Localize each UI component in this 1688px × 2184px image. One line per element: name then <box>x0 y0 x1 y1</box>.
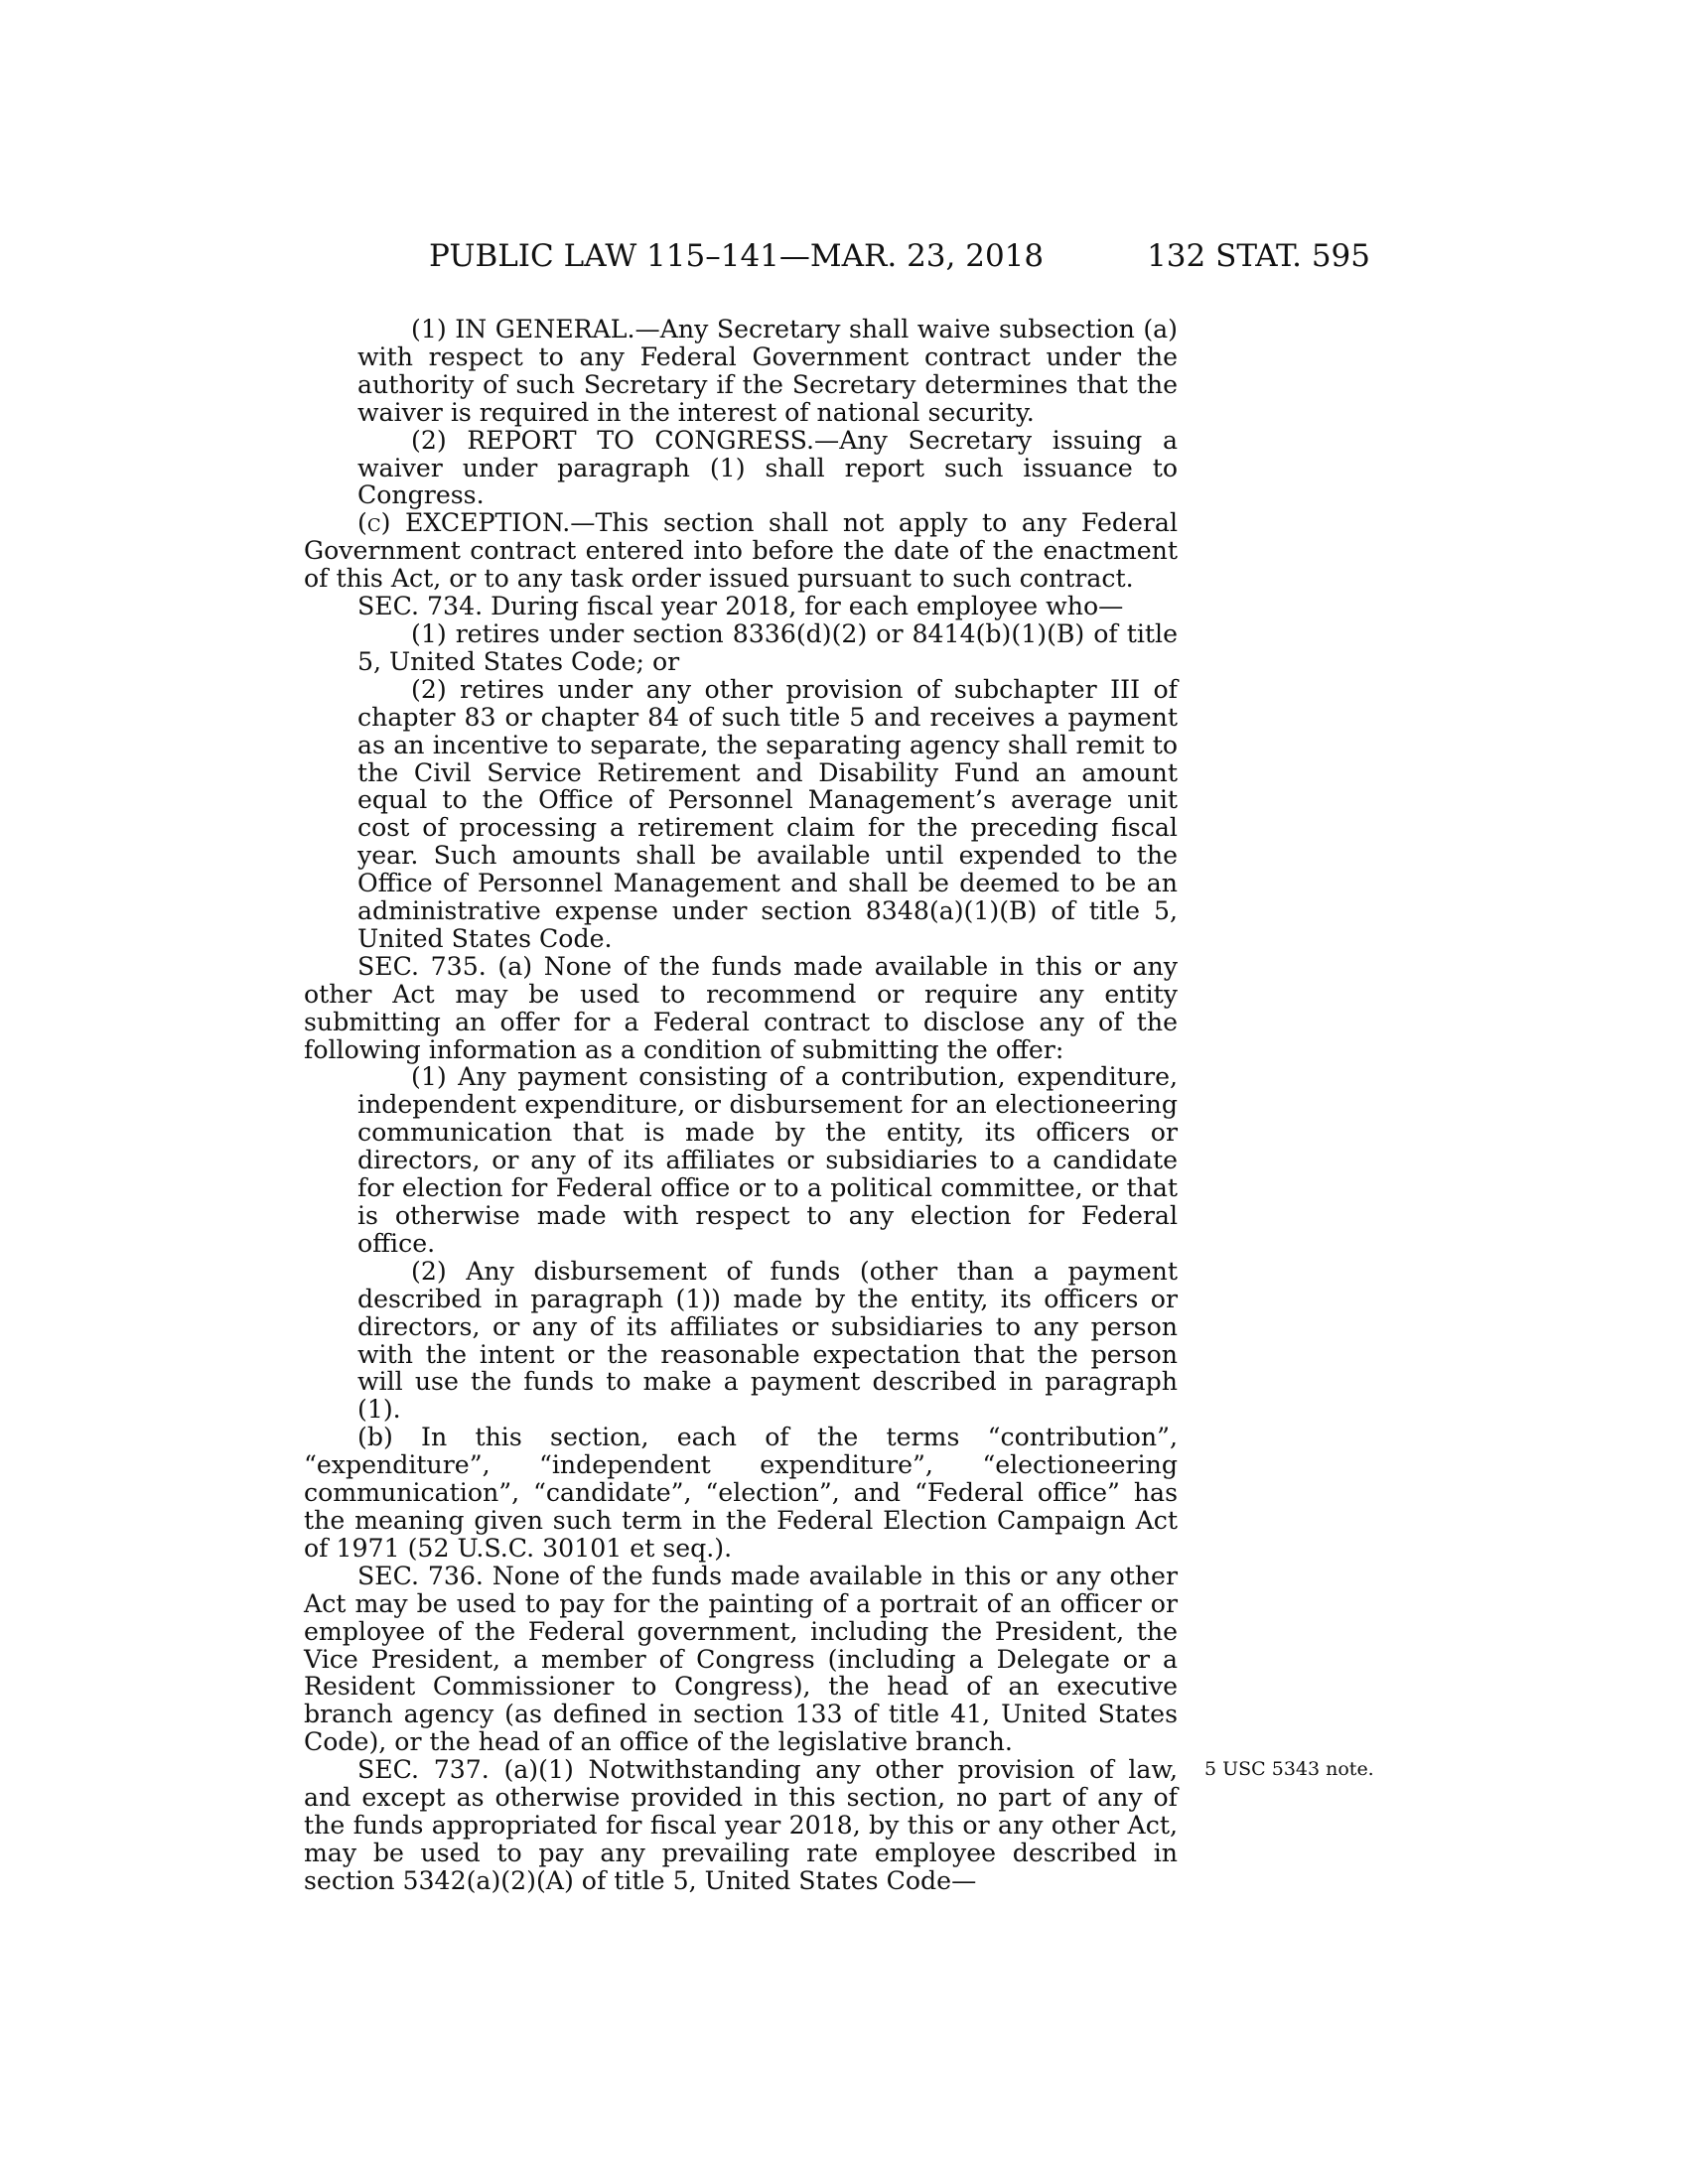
sec-734: SEC. 734. During fiscal year 2018, for each employee who— <box>357 592 1124 621</box>
stat-page-number: 132 STAT. 595 <box>1147 238 1370 274</box>
page-header <box>0 238 1688 288</box>
paragraph-b2: (2) REPORT TO CONGRESS.—Any Secretary issuing a waiver under paragraph (1) shall report such issuance to Congress. <box>357 425 1178 510</box>
sec-734-heading: SEC. 734. <box>357 592 484 621</box>
sec-736: SEC. 736. None of the funds made available in this or any other Act may be used to pay for the painting of a portrait of an officer or employee of the Federal government, including the President, the Vice President, a member of Congress (including a Delegate or a Resident Commissioner to Congress), the head of an executive branch agency (as defined in section 133 of title 41, United States Code), or the head of an office of the legislative branch. <box>304 1561 1179 1757</box>
b2-heading: (2) REPORT TO CONGRESS. <box>411 425 814 455</box>
margin-citation: 5 USC 5343 note. <box>1204 1758 1374 1780</box>
sec-735: SEC. 735. (a) None of the funds made available in this or any other Act may be used to recommend or require any entity submitting an offer for a Federal contract to disclose any of the following information as a condition of submitting the offer: <box>304 951 1178 1064</box>
sec-735-b: (b) In this section, each of the terms “contribution”, “expenditure”, “independent expenditure”, “electioneering communication”, “candidate”, “election”, and “Federal office” has the meaning given such term in the Federal Election Campaign Act of 1971 (52 U.S.C. 30101 et seq.). <box>304 1423 1178 1563</box>
sec-734-para-2: (2) retires under any other provision of subchapter III of chapter 83 or chapter 84 of such title 5 and receives a payment as an incentive to separate, the separating agency shall remit to the Civil Service Retirement and Disability Fund an amount equal to the Office of Personnel Management’s average unit cost of processing a retirement claim for the preceding fiscal year. Such amounts shall be available until expended to the Office of Personnel Management and shall be deemed to be an administrative expense under section 8348(a)(1)(B) of title 5, United States Code. <box>357 674 1178 953</box>
sec-736-heading: SEC. 736. <box>357 1561 484 1590</box>
sec-735-heading: SEC. 735. <box>357 951 487 981</box>
sec-735-para-1: (1) Any payment consisting of a contribution, expenditure, independent expenditure, or disbursement for an electioneering communication that is made by the entity, its officers or directors, or any of its affiliates or subsidiaries to a candidate for election for Federal office or to a political committee, or that is otherwise made with respect to any election for Federal office. <box>357 1062 1178 1258</box>
b1-heading: (1) IN GENERAL. <box>411 315 635 343</box>
law-text <box>304 316 1178 1895</box>
running-head: PUBLIC LAW 115–141—MAR. 23, 2018 <box>429 238 1045 274</box>
c-heading: (c) EXCEPTION. <box>357 508 571 538</box>
sec-737: SEC. 737. (a)(1) Notwithstanding any other provision of law, and except as otherwise provided in this section, no part of any of the funds appropriated for fiscal year 2018, by this or any other Act, may be used to pay any prevailing rate employee described in section 5342(a)(2)(A) of title 5, United States Code— <box>304 1755 1178 1895</box>
sec-735-para-2: (2) Any disbursement of funds (other than a payment described in paragraph (1)) made by the entity, its officers or directors, or any of its affiliates or subsidiaries to any person with the intent or the reasonable expectation that the person will use the funds to make a payment described in paragraph (1). <box>357 1256 1178 1425</box>
paragraph-c: (c) EXCEPTION.—This section shall not apply to any Federal Government contract entered into before the date of the enactment of this Act, or to any task order issued pursuant to such contract. <box>304 508 1178 594</box>
sec-737-heading: SEC. 737. <box>357 1755 490 1785</box>
sec-734-para-1: (1) retires under section 8336(d)(2) or 8414(b)(1)(B) of title 5, United States Code; or <box>357 618 1178 676</box>
paragraph-b1: (1) IN GENERAL.—Any Secretary shall waive subsection (a) with respect to any Federal Government contract under the authority of such Secretary if the Secretary determines that the waiver is required in the interest of national security. <box>357 315 1179 427</box>
